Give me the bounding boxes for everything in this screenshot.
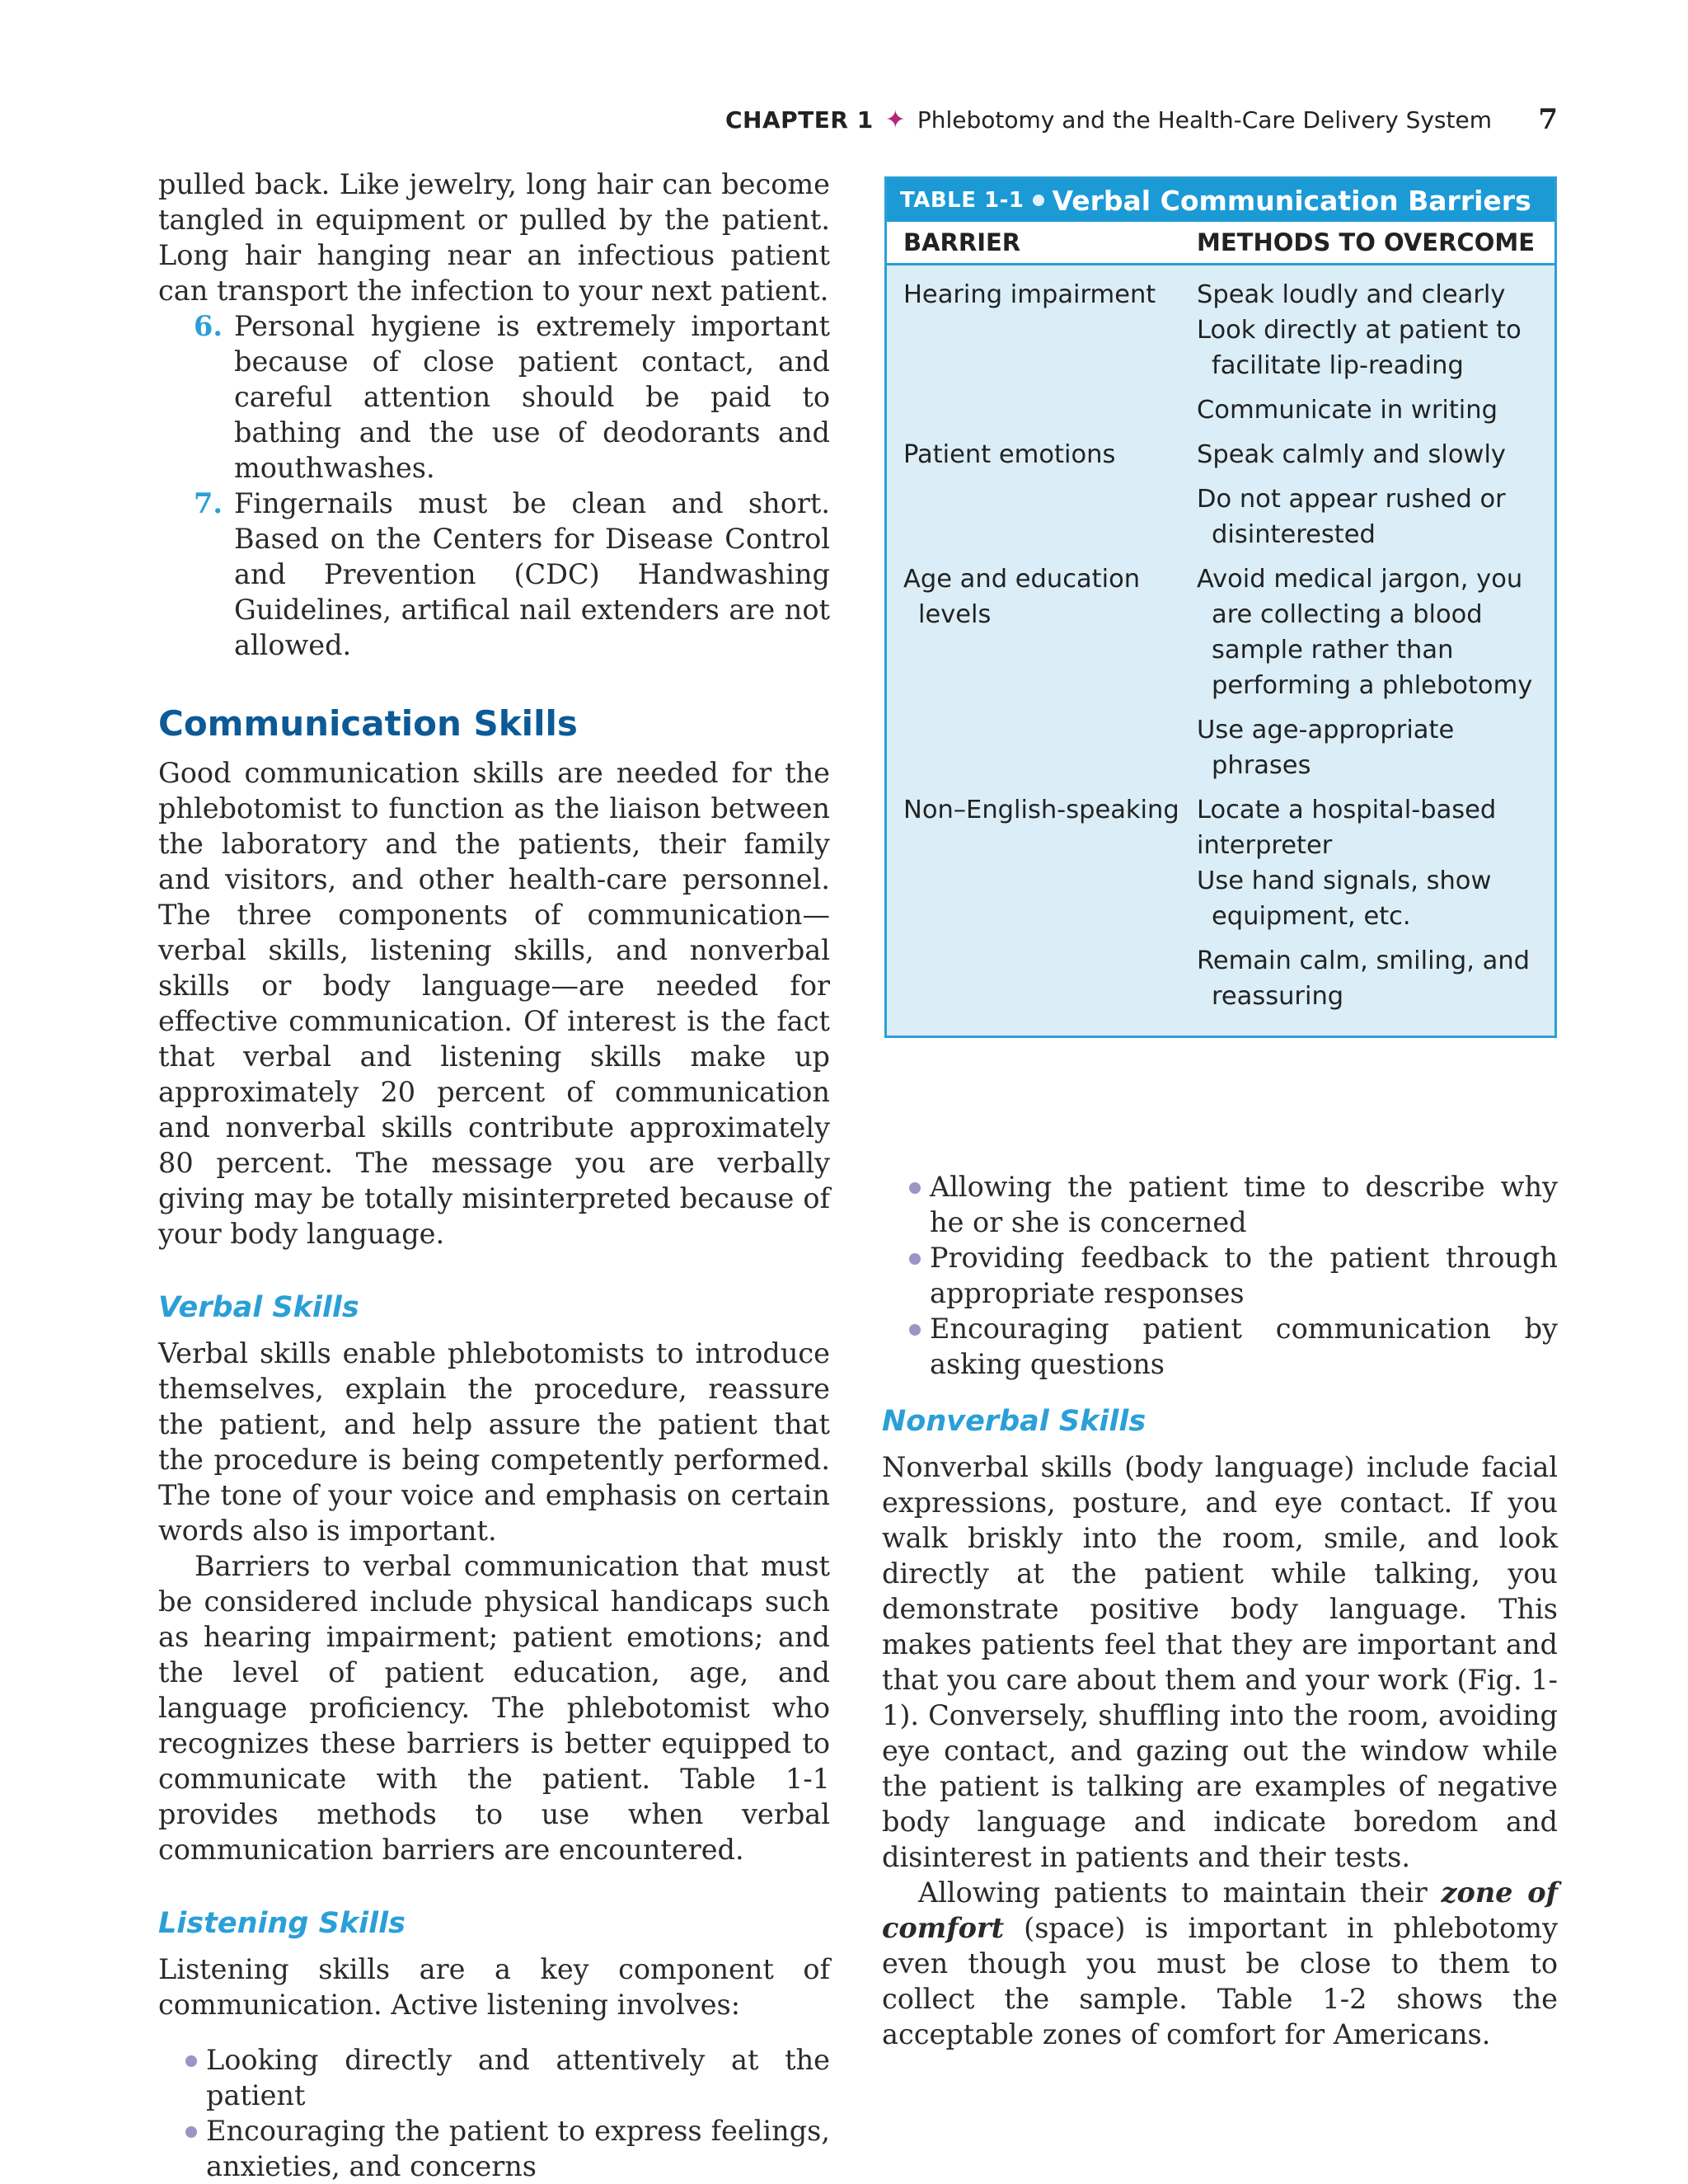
list-item: Allowing the patient time to describe why he or she is concerned: [882, 1169, 1558, 1240]
method-cell: Remain calm, smiling, and: [1197, 946, 1531, 975]
method-cell: sample rather than: [1212, 636, 1454, 665]
list-item: Looking directly and attentively at the patient: [158, 2042, 830, 2113]
method-cell: equipment, etc.: [1212, 902, 1411, 931]
bullet-icon: [158, 2042, 206, 2113]
table-label: TABLE 1-1: [900, 188, 1025, 213]
key-term: zone of comfort: [882, 1876, 1558, 1944]
communication-skills-heading: Communication Skills: [158, 703, 578, 744]
method-cell: Communicate in writing: [1197, 396, 1498, 425]
bullet-icon: [882, 1169, 930, 1240]
table-title-bar: [887, 179, 1554, 222]
method-cell: reassuring: [1212, 982, 1344, 1011]
method-cell: Speak calmly and slowly: [1197, 440, 1506, 469]
active-listening-bullet-list: [882, 1169, 1558, 1382]
table-row: [887, 437, 1554, 561]
column-header-methods: METHODS TO OVERCOME: [1197, 228, 1536, 256]
method-cell: are collecting a blood: [1212, 600, 1483, 629]
bullet-icon: [882, 1240, 930, 1311]
list-item: Encouraging patient communication by asking questions: [882, 1311, 1558, 1382]
chapter-label: CHAPTER 1: [725, 106, 874, 134]
barrier-cell: Hearing impairment: [903, 280, 1156, 309]
barrier-cell: Age and education: [903, 565, 1141, 594]
listening-bullet-list: [158, 2042, 830, 2184]
continued-list-text: pulled back. Like jewelry, long hair can become tangled in equipment or pulled by the patient. Long hair hanging near an infectious patient can transport the infection to your next patient.: [158, 168, 830, 307]
method-cell: phrases: [1212, 751, 1311, 780]
list-item-text: Fingernails must be clean and short. Based on the Centers for Disease Control and Prevention (CDC) Handwashing Guidelines, artifical nail extenders are not allowed.: [234, 487, 830, 661]
table-header-row: [887, 222, 1554, 265]
method-cell: Use hand signals, show: [1197, 867, 1492, 895]
table-1-1: [884, 176, 1557, 1038]
listening-skills-heading: Listening Skills: [158, 1907, 406, 1940]
table-row: [887, 792, 1554, 1023]
verbal-paragraph-2: Barriers to verbal communication that must be considered include physical handicaps such as hearing impairment; patient emotions; and the level of patient education, age, and language proficiency. The phlebotomist who recognizes these barriers is better equipped to communicate with the patient. Table 1-1 provides methods to use when verbal communication barriers are encountered.: [158, 1550, 830, 1866]
chapter-title: Phlebotomy and the Health-Care Delivery System: [917, 106, 1492, 134]
star-icon: ✦: [884, 105, 906, 134]
page-number: 7: [1538, 103, 1558, 136]
method-cell: performing a phlebotomy: [1212, 671, 1533, 700]
barrier-cell: Patient emotions: [903, 440, 1116, 469]
right-column: [882, 1169, 1558, 2052]
nonverbal-paragraph: Nonverbal skills (body language) include facial expressions, posture, and eye contact. If you walk briskly into the room, smile, and look directly at the patient while talking, you demonstrate positive body language. This makes patients feel that they are important and that you care about them and your work (Fig. 1-1). Conversely, shuffling into the room, avoiding eye contact, and gazing out the window while the patient is talking are examples of negative body language and indicate boredom and disinterest in patients and their tests.: [882, 1451, 1558, 1873]
running-header: [725, 99, 1558, 140]
left-column: [158, 167, 830, 2184]
list-item-7: [158, 486, 830, 663]
list-number: 6.: [194, 310, 223, 342]
table-body: [887, 265, 1554, 1023]
method-cell: Locate a hospital-based: [1197, 796, 1497, 824]
barrier-cell: Non–English-speaking: [903, 796, 1179, 824]
column-header-barrier: BARRIER: [903, 228, 1021, 256]
barrier-cell: levels: [918, 600, 992, 629]
nonverbal-skills-heading: Nonverbal Skills: [882, 1405, 1146, 1438]
method-cell: facilitate lip-reading: [1212, 351, 1464, 380]
method-cell: disinterested: [1212, 520, 1376, 549]
verbal-paragraph-1: Verbal skills enable phlebotomists to introduce themselves, explain the procedure, reassure the patient, and help assure the patient that the procedure is being competently performed. The tone of your voice and emphasis on certain words also is important.: [158, 1337, 830, 1547]
bullet-icon: [882, 1311, 930, 1382]
list-item-6: [158, 308, 830, 486]
method-cell: Do not appear rushed or: [1197, 485, 1506, 514]
verbal-skills-heading: Verbal Skills: [158, 1291, 359, 1324]
method-cell: Avoid medical jargon, you: [1197, 565, 1523, 594]
list-item: Providing feedback to the patient through appropriate responses: [882, 1240, 1558, 1311]
method-cell: Use age-appropriate: [1197, 716, 1455, 744]
method-cell: interpreter: [1197, 831, 1333, 860]
communication-paragraph: Good communication skills are needed for the phlebotomist to function as the liaison between the laboratory and the patients, their family and visitors, and other health-care personnel. The three components of communication—verbal skills, listening skills, and nonverbal skills or body language—are needed for effective communication. Of interest is the fact that verbal and listening skills make up approximately 20 percent of communication and nonverbal skills contribute approximately 80 percent. The message you are verbally giving may be totally misinterpreted because of your body language.: [158, 757, 830, 1250]
list-item-text: Personal hygiene is extremely important because of close patient contact, and careful attention should be paid to bathing and the use of deodorants and mouthwashes.: [234, 310, 830, 484]
method-cell: Speak loudly and clearly: [1197, 280, 1506, 309]
list-number: 7.: [194, 487, 223, 519]
zone-of-comfort-paragraph: Allowing patients to maintain their zone of comfort (space) is important in phlebotomy even though you must be close to them to collect the sample. Table 1-2 shows the acceptable zones of comfort for Americans.: [882, 1876, 1558, 2050]
table-title: Verbal Communication Barriers: [1052, 184, 1531, 217]
bullet-icon: [1033, 195, 1044, 206]
bullet-icon: [158, 2113, 206, 2184]
table-row: [887, 277, 1554, 437]
listening-paragraph: Listening skills are a key component of communication. Active listening involves:: [158, 1953, 830, 2021]
table-row: [887, 561, 1554, 792]
method-cell: Look directly at patient to: [1197, 316, 1522, 345]
list-item: Encouraging the patient to express feelings, anxieties, and concerns: [158, 2113, 830, 2184]
